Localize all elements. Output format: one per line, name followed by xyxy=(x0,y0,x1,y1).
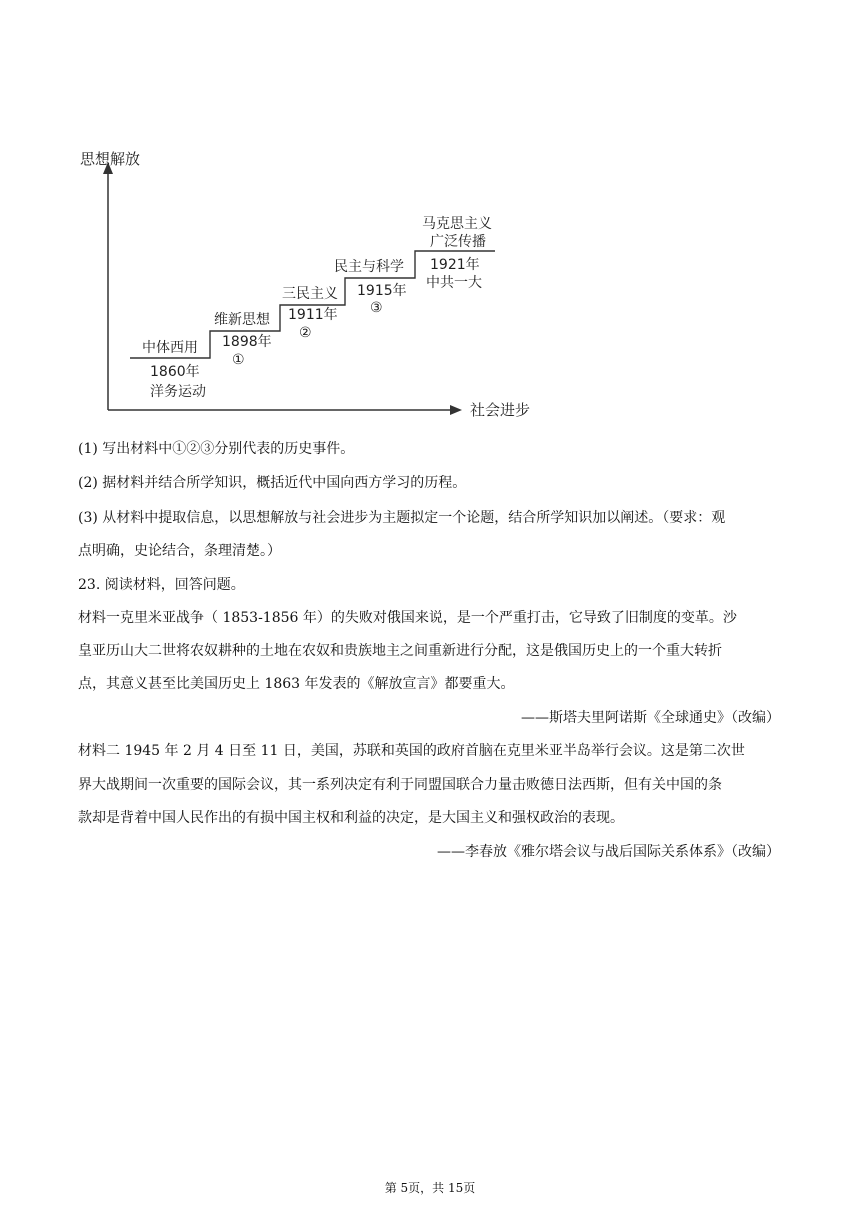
step-5-top-1: 马克思主义 xyxy=(422,216,492,232)
step-3-top: 三民主义 xyxy=(282,286,338,302)
step-1-year: 1860年 xyxy=(150,364,200,380)
material-1-line-2: 皇亚历山大二世将农奴耕种的土地在农奴和贵族地主之间重新进行分配，这是俄国历史上的一个重大转折 xyxy=(78,643,722,659)
material-2-line-2: 界大战期间一次重要的国际会议，其一系列决定有利于同盟国联合力量击败德日法西斯，但有关中国的条 xyxy=(78,777,722,793)
question-1: (1) 写出材料中①②③分别代表的历史事件。 xyxy=(78,441,355,457)
x-axis-label: 社会进步 xyxy=(470,401,531,419)
question-2: (2) 据材料并结合所学知识，概括近代中国向西方学习的历程。 xyxy=(78,475,467,491)
material-1-line-1: 材料一克里米亚战争（ 1853-1856 年）的失败对俄国来说，是一个严重打击，它导致了旧制度的变革。沙 xyxy=(78,610,737,626)
step-3-year: 1911年 xyxy=(288,307,338,323)
step-2-top: 维新思想 xyxy=(214,312,270,328)
material-2-source: ——李春放《雅尔塔会议与战后国际关系体系》（改编） xyxy=(437,844,780,860)
step-4-year: 1915年 xyxy=(357,283,407,299)
step-2-event: ① xyxy=(232,352,245,368)
q23-heading: 23. 阅读材料，回答问题。 xyxy=(78,577,245,593)
step-5-year: 1921年 xyxy=(430,257,480,273)
material-1-source: ——斯塔夫里阿诺斯《全球通史》（改编） xyxy=(521,710,780,726)
material-2-line-1: 材料二 1945 年 2 月 4 日至 11 日，美国，苏联和英国的政府首脑在克里米亚半岛举行会议。这是第二次世 xyxy=(78,743,745,759)
question-3-line-2: 点明确，史论结合，条理清楚。） xyxy=(78,543,281,559)
x-axis-arrow-icon xyxy=(450,405,462,415)
step-2-year: 1898年 xyxy=(222,334,272,350)
step-4-event: ③ xyxy=(370,300,383,316)
history-staircase-diagram xyxy=(70,140,550,430)
step-1-event: 洋务运动 xyxy=(150,384,206,400)
question-3-line-1: (3) 从材料中提取信息，以思想解放与社会进步为主题拟定一个论题，结合所学知识加以阐述。（要求：观 xyxy=(78,510,726,526)
material-1-line-3: 点，其意义甚至比美国历史上 1863 年发表的《解放宣言》都要重大。 xyxy=(78,676,515,692)
page-footer: 第 5页，共 15页 xyxy=(384,1181,476,1195)
step-1-top: 中体西用 xyxy=(142,340,198,356)
step-3-event: ② xyxy=(299,325,312,341)
step-5-top-2: 广泛传播 xyxy=(430,234,486,250)
y-axis-label: 思想解放 xyxy=(80,150,141,168)
step-5-event: 中共一大 xyxy=(426,275,482,291)
step-4-top: 民主与科学 xyxy=(334,259,404,275)
material-2-line-3: 款却是背着中国人民作出的有损中国主权和利益的决定，是大国主义和强权政治的表现。 xyxy=(78,810,624,826)
